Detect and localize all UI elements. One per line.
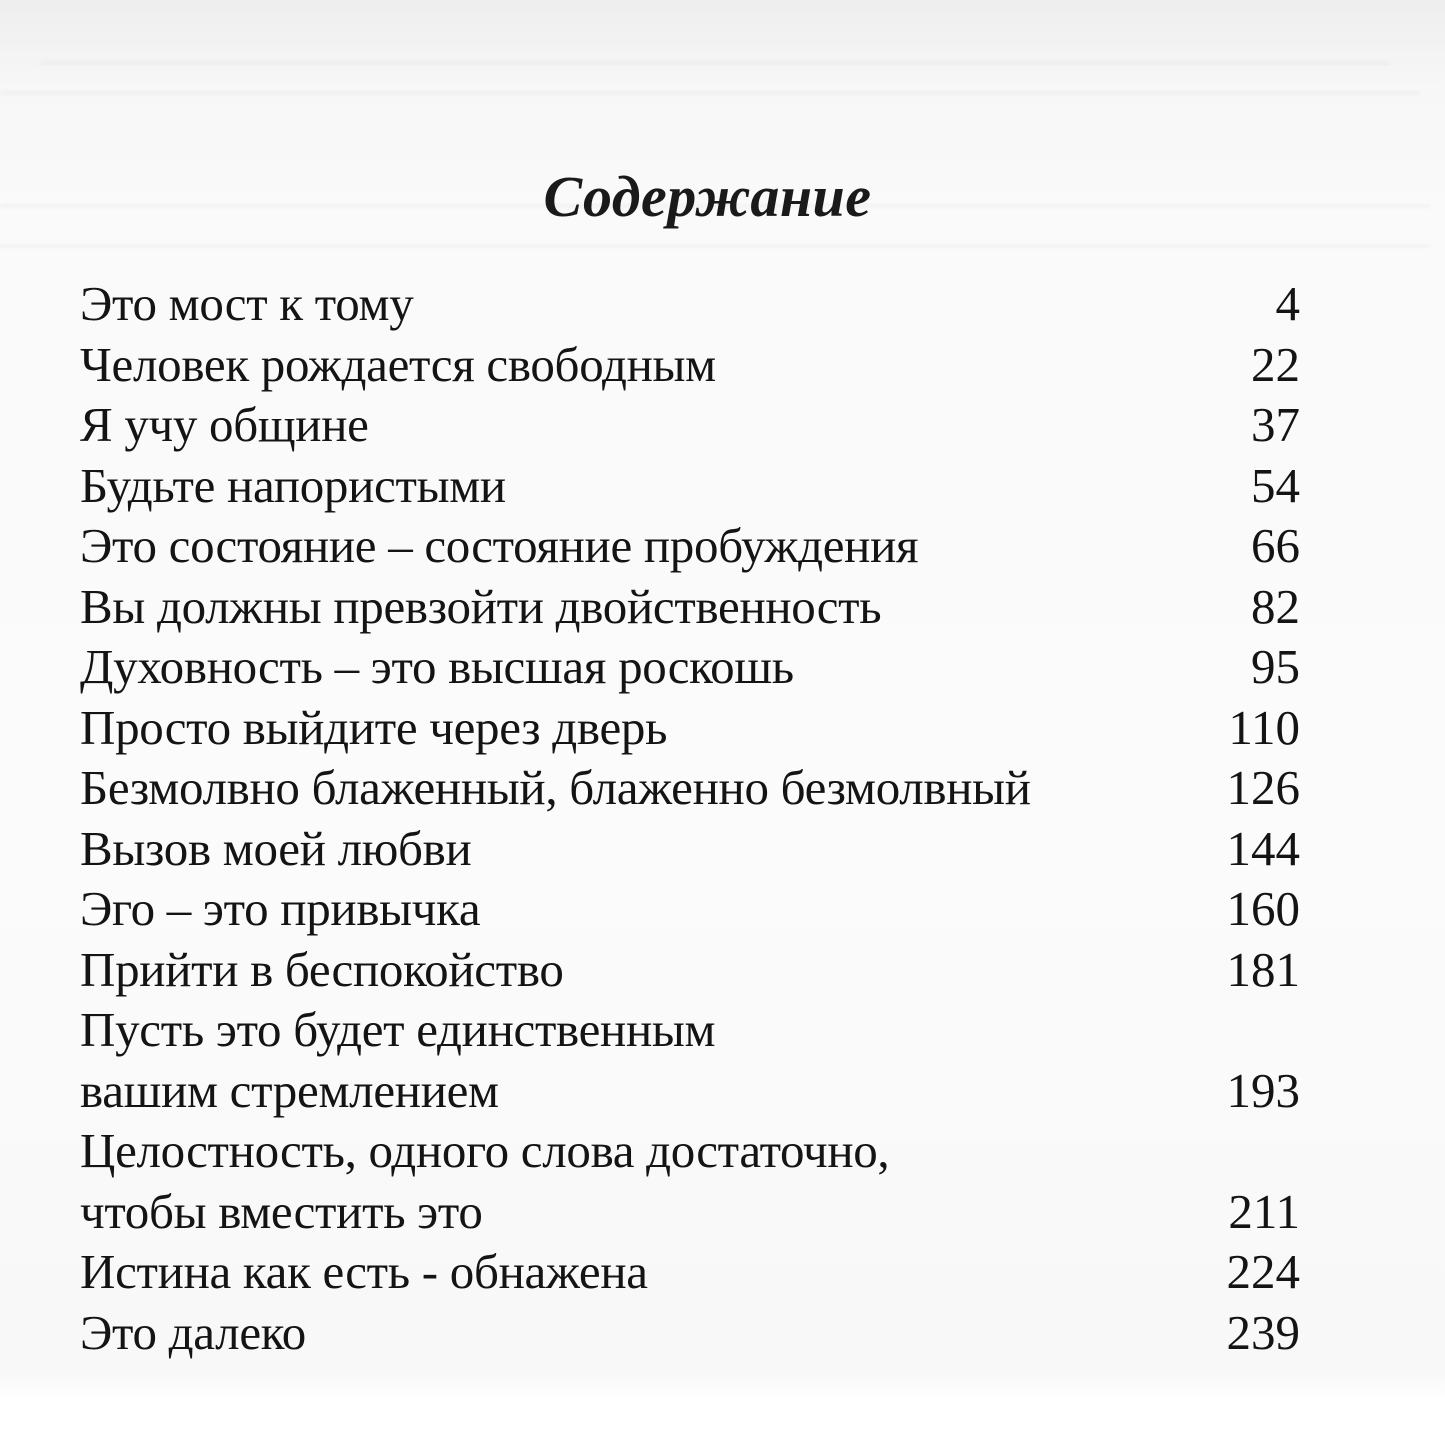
toc-page-number: 224 <box>1226 1244 1300 1299</box>
toc-page-number: 110 <box>1228 699 1300 755</box>
toc-page-number: 181 <box>1226 941 1300 997</box>
toc-page-number: 126 <box>1226 760 1300 815</box>
toc-page-number: 95 <box>1251 639 1300 694</box>
toc-entry <box>80 516 1300 577</box>
toc-entry-title: Прийти в беспокойство <box>80 941 564 997</box>
toc-entry <box>80 577 1300 638</box>
toc-entry-title: Я учу общине <box>80 397 369 452</box>
toc-entry <box>80 1242 1300 1303</box>
toc-entry-title: Вы должны превзойти двойственность <box>80 578 882 634</box>
toc-entry-title: Будьте напористыми <box>80 457 506 513</box>
toc-entry <box>80 1121 1300 1242</box>
toc-entry <box>80 274 1300 335</box>
toc-entry-title: Эго – это привычка <box>80 881 481 936</box>
toc-page-number: 82 <box>1251 578 1300 634</box>
toc-entry-title: Это далеко <box>80 1304 306 1360</box>
toc-entry <box>80 819 1300 880</box>
toc-entry-title: Целостность, одного слова достаточно, <box>80 1123 890 1178</box>
toc-entry <box>80 1303 1300 1364</box>
toc-entry-title: Пусть это будет единственным <box>80 1002 716 1057</box>
toc-page-number: 144 <box>1226 820 1300 876</box>
toc-page-number: 4 <box>1275 276 1300 331</box>
show-through-line <box>40 62 1390 64</box>
toc-page-number: 211 <box>1228 1183 1300 1239</box>
page-title-text: Содержание <box>543 163 872 229</box>
toc-entry-title: Вызов моей любви <box>80 820 472 876</box>
toc-entry-title: Духовность – это высшая роскошь <box>80 639 794 694</box>
toc-page-number: 66 <box>1251 518 1300 573</box>
table-of-contents <box>80 274 1300 1363</box>
toc-entry <box>80 637 1300 698</box>
toc-entry <box>80 1000 1300 1121</box>
show-through-line <box>0 92 1420 94</box>
toc-entry-title: Это состояние – состояние пробуждения <box>80 518 919 573</box>
toc-page-number: 54 <box>1251 457 1300 513</box>
toc-entry-title: Истина как есть - обнажена <box>80 1244 648 1299</box>
toc-page-number: 193 <box>1226 1062 1300 1118</box>
toc-entry <box>80 698 1300 759</box>
toc-page-number: 37 <box>1251 397 1300 452</box>
toc-entry-title: Безмолвно блаженный, блаженно безмолвный <box>80 760 1031 815</box>
toc-entry-title: чтобы вместить это <box>80 1183 483 1239</box>
toc-entry <box>80 395 1300 456</box>
toc-entry <box>80 940 1300 1001</box>
toc-entry <box>80 456 1300 517</box>
toc-entry-title: вашим стремлением <box>80 1062 499 1118</box>
toc-page-number: 160 <box>1226 881 1300 936</box>
page-title <box>0 157 1445 237</box>
show-through-line <box>0 245 1430 247</box>
toc-entry <box>80 758 1300 819</box>
toc-entry <box>80 879 1300 940</box>
toc-entry-title: Просто выйдите через дверь <box>80 699 668 755</box>
toc-entry <box>80 335 1300 396</box>
toc-entry-title: Это мост к тому <box>80 276 414 331</box>
toc-page-number: 22 <box>1251 336 1300 392</box>
toc-page-number: 239 <box>1226 1304 1300 1360</box>
toc-entry-title: Человек рождается свободным <box>80 336 716 392</box>
